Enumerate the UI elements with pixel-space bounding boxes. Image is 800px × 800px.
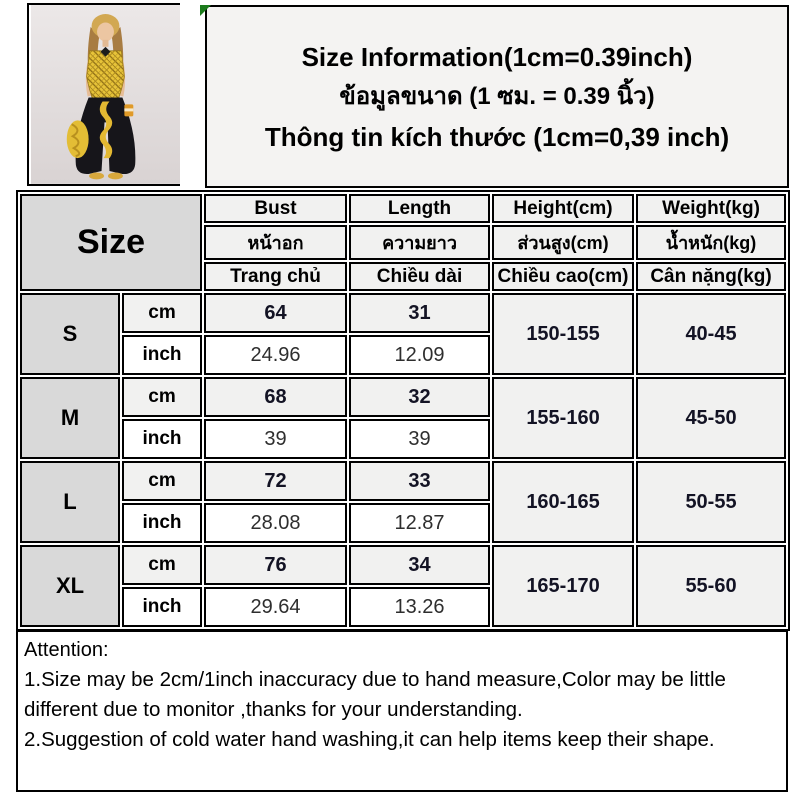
col-header-height-en: Height(cm) bbox=[492, 194, 634, 223]
size-label-m: M bbox=[20, 377, 120, 459]
attention-notes-box bbox=[16, 630, 788, 792]
table-row bbox=[20, 545, 786, 585]
unit-label-inch: inch bbox=[122, 587, 202, 627]
cell-m-bust-inch: 39 bbox=[204, 419, 347, 459]
table-row bbox=[20, 293, 786, 333]
cell-l-length-inch: 12.87 bbox=[349, 503, 490, 543]
col-header-length-th: ความยาว bbox=[349, 225, 490, 260]
cell-l-weight: 50-55 bbox=[636, 461, 786, 543]
cell-s-length-cm: 31 bbox=[349, 293, 490, 333]
cell-l-bust-cm: 72 bbox=[204, 461, 347, 501]
col-header-length-vi: Chiều dài bbox=[349, 262, 490, 291]
unit-label-cm: cm bbox=[122, 461, 202, 501]
cell-xl-length-cm: 34 bbox=[349, 545, 490, 585]
table-row bbox=[20, 377, 786, 417]
unit-label-cm: cm bbox=[122, 293, 202, 333]
cell-xl-bust-cm: 76 bbox=[204, 545, 347, 585]
cell-s-bust-inch: 24.96 bbox=[204, 335, 347, 375]
title-english: Size Information(1cm=0.39inch) bbox=[301, 41, 693, 72]
col-header-height-th: ส่วนสูง(cm) bbox=[492, 225, 634, 260]
attention-item-2: 2.Suggestion of cold water hand washing,it can help items keep their shape. bbox=[24, 728, 715, 751]
cell-m-weight: 45-50 bbox=[636, 377, 786, 459]
cell-m-length-cm: 32 bbox=[349, 377, 490, 417]
cell-xl-bust-inch: 29.64 bbox=[204, 587, 347, 627]
col-header-bust-vi: Trang chủ bbox=[204, 262, 347, 291]
cell-s-bust-cm: 64 bbox=[204, 293, 347, 333]
title-vietnamese: Thông tin kích thước (1cm=0,39 inch) bbox=[264, 121, 730, 152]
cell-s-weight: 40-45 bbox=[636, 293, 786, 375]
col-header-length-en: Length bbox=[349, 194, 490, 223]
col-header-bust-en: Bust bbox=[204, 194, 347, 223]
size-label-s: S bbox=[20, 293, 120, 375]
cell-xl-height: 165-170 bbox=[492, 545, 634, 627]
unit-label-cm: cm bbox=[122, 377, 202, 417]
unit-label-inch: inch bbox=[122, 503, 202, 543]
size-label-xl: XL bbox=[20, 545, 120, 627]
cell-l-height: 160-165 bbox=[492, 461, 634, 543]
size-label-l: L bbox=[20, 461, 120, 543]
cell-m-length-inch: 39 bbox=[349, 419, 490, 459]
col-header-weight-en: Weight(kg) bbox=[636, 194, 786, 223]
unit-label-inch: inch bbox=[122, 419, 202, 459]
table-corner-size-label: Size bbox=[20, 194, 202, 291]
cell-l-length-cm: 33 bbox=[349, 461, 490, 501]
cell-m-height: 155-160 bbox=[492, 377, 634, 459]
cell-corner-indicator-icon bbox=[200, 5, 211, 16]
product-photo bbox=[31, 5, 180, 184]
cell-xl-weight: 55-60 bbox=[636, 545, 786, 627]
table-row bbox=[20, 461, 786, 501]
attention-item-1: 1.Size may be 2cm/1inch inaccuracy due to hand measure,Color may be little different due to monitor ,thanks for your understanding. bbox=[24, 668, 726, 721]
cell-m-bust-cm: 68 bbox=[204, 377, 347, 417]
col-header-weight-th: น้ำหนัก(kg) bbox=[636, 225, 786, 260]
size-chart-table bbox=[16, 190, 790, 631]
cell-s-height: 150-155 bbox=[492, 293, 634, 375]
size-information-title-box bbox=[205, 5, 789, 188]
unit-label-cm: cm bbox=[122, 545, 202, 585]
cell-l-bust-inch: 28.08 bbox=[204, 503, 347, 543]
title-thai: ข้อมูลขนาด (1 ซม. = 0.39 นิ้ว) bbox=[339, 82, 655, 110]
attention-heading: Attention: bbox=[24, 639, 109, 661]
unit-label-inch: inch bbox=[122, 335, 202, 375]
cell-xl-length-inch: 13.26 bbox=[349, 587, 490, 627]
cell-s-length-inch: 12.09 bbox=[349, 335, 490, 375]
col-header-weight-vi: Cân nặng(kg) bbox=[636, 262, 786, 291]
product-photo-cell bbox=[27, 3, 180, 186]
col-header-bust-th: หน้าอก bbox=[204, 225, 347, 260]
col-header-height-vi: Chiều cao(cm) bbox=[492, 262, 634, 291]
